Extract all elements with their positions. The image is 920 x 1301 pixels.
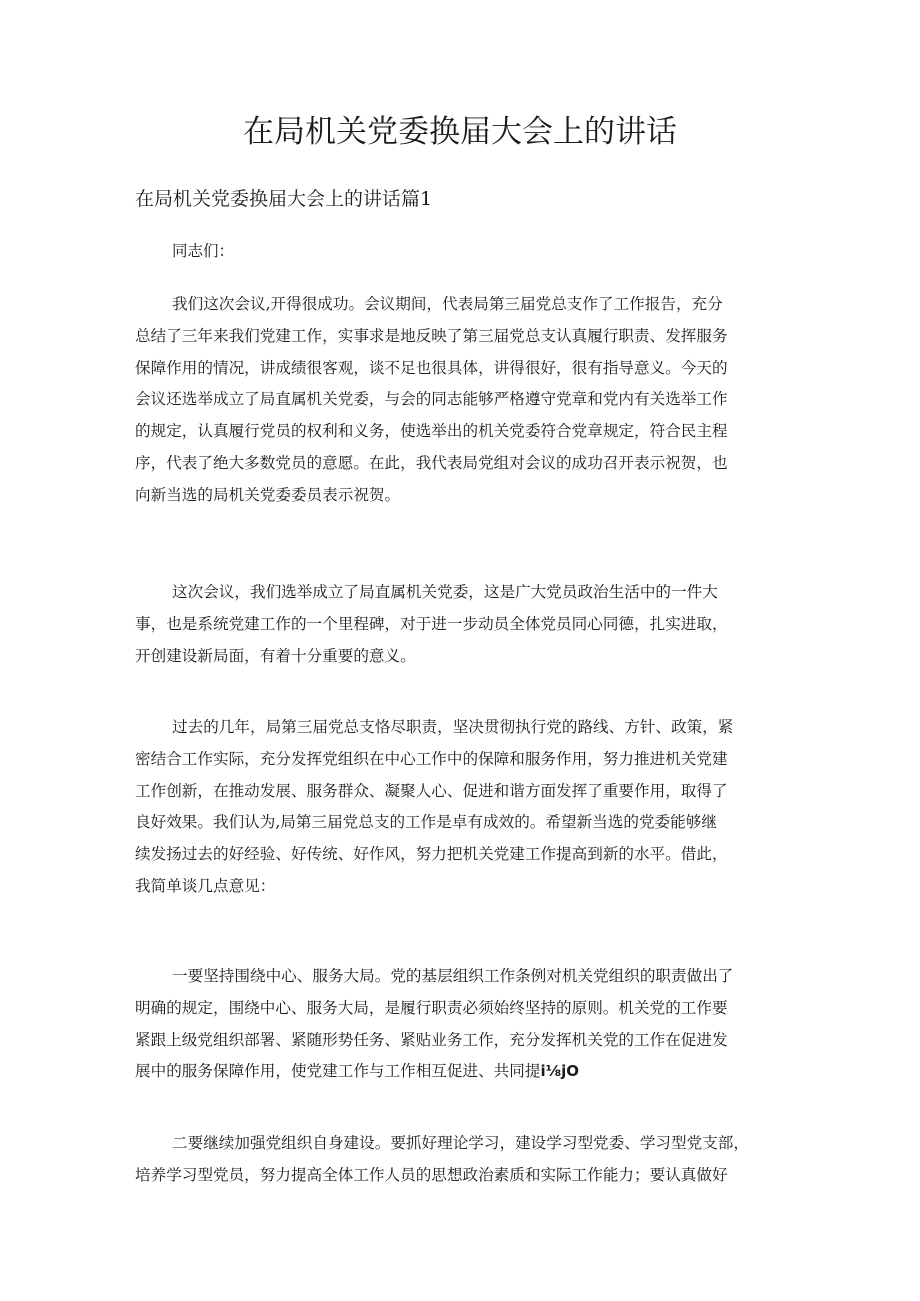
paragraph-line: 我简单谈几点意见：	[135, 876, 276, 895]
paragraph-line	[135, 1056, 733, 1088]
paragraph-line: 序，代表了绝大多数党员的意愿。在此，我代表局党组对会议的成功召开表示祝贺，也	[135, 453, 728, 472]
paragraph-line: 紧跟上级党组织部署、紧随形势任务、紧贴业务工作，充分发挥机关党的工作在促进发	[135, 1030, 728, 1049]
paragraph-4	[135, 961, 733, 1088]
paragraph-line: 良好效果。我们认为,局第三届党总支的工作是卓有成效的。希望新当选的党委能够继	[135, 813, 717, 832]
paragraph-line: 我们这次会议,开得很成功。会议期间，代表局第三届党总支作了工作报告，充分	[172, 295, 723, 313]
document-title: 在局机关党委换届大会上的讲话	[243, 114, 677, 150]
paragraph-line: 保障作用的情况，讲成绩很客观，谈不足也很具体，讲得很好，很有指导意义。今天的	[135, 358, 728, 377]
paragraph-line: 事，也是系统党建工作的一个里程碑，对于进一步动员全体党员同心同德，扎实进取，	[135, 614, 728, 633]
paragraph-line: 工作创新，在推动发展、服务群众、凝聚人心、促进和谐方面发挥了重要作用，取得了	[135, 781, 728, 800]
paragraph-line: 过去的几年，局第三届党总支恪尽职责，坚决贯彻执行党的路线、方针、政策，紧	[172, 718, 734, 736]
paragraph-5	[135, 1128, 749, 1192]
section-heading: 在局机关党委换届大会上的讲话篇1	[135, 188, 433, 210]
paragraph-2	[135, 577, 728, 672]
paragraph-1	[135, 289, 728, 512]
garbled-text-tail: i⅛jO	[540, 1062, 580, 1081]
paragraph-line: 开创建设新局面，有着十分重要的意义。	[135, 646, 416, 665]
paragraph-line: 续发扬过去的好经验、好传统、好作风，努力把机关党建工作提高到新的水平。借此，	[135, 845, 728, 864]
paragraph-line: 会议还选举成立了局直属机关党委，与会的同志能够严格遵守党章和党内有关选举工作	[135, 390, 728, 409]
paragraph-line-text: 展中的服务保障作用，使党建工作与工作相互促进、共同提	[135, 1062, 541, 1081]
paragraph-line: 总结了三年来我们党建工作，实事求是地反映了第三届党总支认真履行职责、发挥服务	[135, 326, 728, 345]
paragraph-line: 这次会议，我们选举成立了局直属机关党委，这是广大党员政治生活中的一件大	[172, 583, 718, 601]
paragraph-line: 的规定，认真履行党员的权利和义务，使选举出的机关党委符合党章规定，符合民主程	[135, 422, 728, 441]
paragraph-line: 培养学习型党员，努力提高全体工作人员的思想政治素质和实际工作能力；要认真做好	[135, 1165, 728, 1184]
paragraph-line: 向新当选的局机关党委委员表示祝贺。	[135, 485, 401, 504]
paragraph-line: 一要坚持围绕中心、服务大局。党的基层组织工作条例对机关党组织的职责做出了	[172, 967, 734, 985]
paragraph-line: 二要继续加强党组织自身建设。要抓好理论学习，建设学习型党委、学习型党支部，	[172, 1134, 749, 1152]
salutation: 同志们：	[172, 242, 235, 260]
paragraph-line: 密结合工作实际，充分发挥党组织在中心工作中的保障和服务作用，努力推进机关党建	[135, 749, 728, 768]
paragraph-3	[135, 712, 733, 903]
paragraph-line: 明确的规定，围绕中心、服务大局，是履行职责必须始终坚持的原则。机关党的工作要	[135, 998, 728, 1017]
